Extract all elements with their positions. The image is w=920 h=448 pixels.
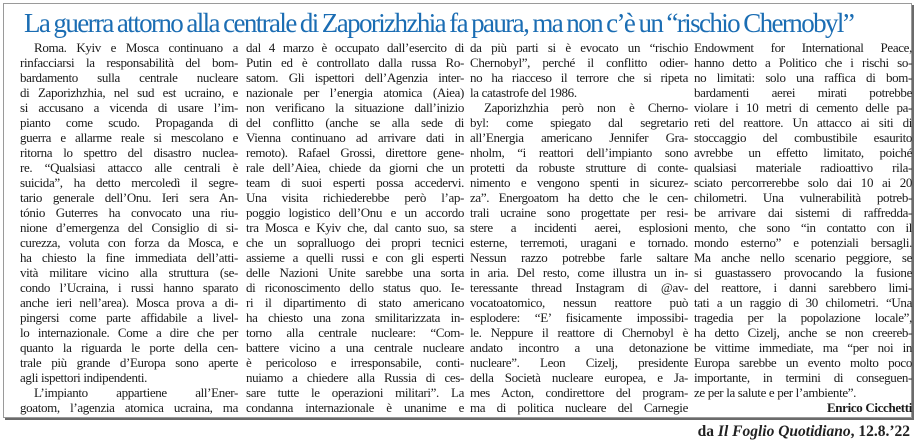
text-line: ma di politica nucleare del Carnegie — [470, 400, 688, 415]
text-line: avrebbe un effetto limitato, poiché — [694, 145, 912, 160]
publication-name: Il Foglio Quotidiano — [717, 423, 851, 440]
text-line: ha chiesto la fine immediata dell’atti- — [20, 250, 238, 265]
article-column-1 — [20, 40, 238, 415]
text-line: del reattore, i danni sarebbero limi- — [694, 280, 912, 295]
text-line: no limitati: solo una raffica di bom- — [694, 70, 912, 85]
text-line: mes Acton, condirettore del program- — [470, 385, 688, 400]
article-column-3 — [470, 40, 688, 415]
text-line: non verificano la situazione dall’inizio — [246, 100, 464, 115]
text-line: che un sopralluogo dei propri tecnici — [246, 235, 464, 250]
text-line: all’Energia americano Jennifer Gra- — [470, 130, 688, 145]
text-line: si accusano a vicenda di usare l’im- — [20, 100, 238, 115]
text-line: vità militare vicino alla struttura (se- — [20, 265, 238, 280]
headline: La guerra attorno alla centrale di Zaporizhzhia fa paura, ma non c’è un “rischio Chernobyl” — [24, 8, 854, 38]
text-line: trale più grande d’Europa sono aperte — [20, 355, 238, 370]
text-line: team di suoi esperti possa accedervi. — [246, 175, 464, 190]
text-line: nione d’emergenza del Consiglio di si- — [20, 220, 238, 235]
text-line: in aria. Del resto, come illustra un in- — [470, 265, 688, 280]
text-line: Vienna continuano ad arrivare dati in — [246, 130, 464, 145]
text-line: la catastrofe del 1986. — [470, 85, 577, 100]
text-line: lo internazionale. Come a dire che per — [20, 325, 238, 340]
text-line: tragedia per la popolazione locale”, — [694, 310, 912, 325]
text-line: del conflitto (anche se alla sede di — [246, 115, 464, 130]
text-line: è pericoloso e irresponsabile, conti- — [246, 355, 464, 370]
text-line: tario generale dell’Onu. Ieri sera An- — [20, 190, 238, 205]
text-line: torno alla centrale nucleare: “Com- — [246, 325, 464, 340]
text-line: ri il dipartimento di stato americano — [246, 295, 464, 310]
text-line: anche ieri nell’area). Mosca prova a di- — [20, 295, 238, 310]
text-line: trali ucraine sono progettate per resi- — [470, 205, 688, 220]
source-credit — [698, 423, 910, 441]
text-line: stoccaggio del combustibile esaurito — [694, 130, 912, 145]
text-line: Ma anche nello scenario peggiore, se — [694, 250, 912, 265]
text-line: ha detto Cizelj, anche se non creereb- — [694, 325, 912, 340]
text-line: condanna internazionale è unanime e — [246, 400, 464, 415]
text-line: si guastassero provocando la fusione — [694, 265, 912, 280]
text-line: reti del reattore. Un attacco ai siti di — [694, 115, 912, 130]
text-line: re. “Qualsiasi attacco alle centrali è — [20, 160, 238, 175]
text-line: sare tutte le operazioni militari”. La — [246, 385, 464, 400]
text-line: Europa sarebbe un evento molto poco — [694, 355, 912, 370]
source-date: , 12.8.’22 — [850, 423, 910, 440]
text-line: vocatoatomico, nessun reattore può — [470, 295, 688, 310]
text-line: importante, in termini di conseguen- — [694, 370, 912, 385]
text-line: nimento e vengono spenti in sicurez- — [470, 175, 688, 190]
text-line: Nessun razzo potrebbe farle saltare — [470, 250, 688, 265]
text-line: assieme a quelli russi e con gli esperti — [246, 250, 464, 265]
text-line: bardamento sulla centrale nucleare — [20, 70, 238, 85]
text-line: nholm, “i reattori dell’impianto sono — [470, 145, 688, 160]
text-line: tónio Guterres ha convocato una riu- — [20, 205, 238, 220]
text-line: remoto). Rafael Grossi, direttore gene- — [246, 145, 464, 160]
text-line: mento, che sono “in contatto con il — [694, 220, 912, 235]
text-line: rinfacciarsi la responsabilità del bom- — [20, 55, 238, 70]
text-line: nucleare”. Leon Cizelj, presidente — [470, 355, 688, 370]
text-line: quanto la riguarda le porte della cen- — [20, 340, 238, 355]
text-line: Una visita richiederebbe però l’ap- — [246, 190, 464, 205]
text-line: Chernobyl”, perché il conflitto odier- — [470, 55, 688, 70]
text-line: rale dell’Aiea, chiede da giorni che un — [246, 160, 464, 175]
text-line: bardamenti aerei mirati potrebbe — [694, 85, 912, 100]
text-line: guerra e allarme reale si mescolano e — [20, 130, 238, 145]
text-line: agli ispettori indipendenti. — [20, 370, 148, 385]
text-line: tati a un raggio di 30 chilometri. “Una — [694, 295, 912, 310]
text-line: nuiamo a chiedere alla Russia di ces- — [246, 370, 464, 385]
text-line: satom. Gli ispettori dell’Agenzia inter- — [246, 70, 464, 85]
text-line: mondo esterno” e potenziali bersagli. — [694, 235, 912, 250]
text-line: no ha riacceso il terrore che si ripeta — [470, 70, 688, 85]
text-line: protetti da robuste strutture di conte- — [470, 160, 688, 175]
article-clipping — [3, 3, 912, 418]
text-line: L’impianto appartiene all’Ener- — [34, 385, 238, 400]
text-line: Endowment for International Peace, — [694, 40, 912, 55]
text-line: teressante thread Instagram di @av- — [470, 280, 688, 295]
text-line: ha chiesto una zona smilitarizzata in- — [246, 310, 464, 325]
text-line: pianto come scudo. Propaganda di — [20, 115, 238, 130]
text-line: da più parti si è evocato un “rischio — [470, 40, 688, 55]
text-line: Putin ed è controllato dalla russa Ro- — [246, 55, 464, 70]
text-line: ze per la salute e per l’ambiente”. — [694, 385, 857, 400]
text-line: condo l’Ucraina, i russi hanno sparato — [20, 280, 238, 295]
text-line: le. Neppure il reattore di Chernobyl è — [470, 325, 688, 340]
text-line: poggio logistico dell’Onu e un accordo — [246, 205, 464, 220]
text-line: pingersi come parte affidabile a livel- — [20, 310, 238, 325]
text-line: andato incontro a una detonazione — [470, 340, 688, 355]
text-line: be arrivare dai sistemi di raffredda- — [694, 205, 912, 220]
text-line: violare i 10 metri di cemento delle pa- — [694, 100, 912, 115]
source-prefix: da — [697, 423, 718, 440]
text-line: curezza, voluta con forza da Mosca, e — [20, 235, 238, 250]
article-column-2 — [246, 40, 464, 415]
text-line: esplodere: “E’ fisicamente impossibi- — [470, 310, 688, 325]
text-line: ritorna lo spettro del disastro nuclea- — [20, 145, 238, 160]
text-line: be vittime immediate, ma “per noi in — [694, 340, 912, 355]
text-line: delle Nazioni Unite sarebbe una sorta — [246, 265, 464, 280]
text-line: tra Mosca e Kyiv che, dal canto suo, sa — [246, 220, 464, 235]
text-line: chilometri. Una vulnerabilità potreb- — [694, 190, 912, 205]
text-line: za”. Energoatom ha detto che le cen- — [470, 190, 688, 205]
text-line: suicida”, ha detto mercoledì il segre- — [20, 175, 238, 190]
text-line: di Zaporizhzhia, nel sud est ucraino, e — [20, 85, 238, 100]
text-line: hanno detto a Politico che i rischi so- — [694, 55, 912, 70]
text-line: Zaporizhzhia però non è Cherno- — [484, 100, 688, 115]
text-line: qualsiasi materiale radioattivo rila- — [694, 160, 912, 175]
text-line: sciato percorrerebbe solo dai 10 ai 20 — [694, 175, 912, 190]
text-line: di riconoscimento dello status quo. Ie- — [246, 280, 464, 295]
text-line: nazionale per l’energia atomica (Aiea) — [246, 85, 464, 100]
text-line: della Società nucleare europea, e Ja- — [470, 370, 688, 385]
text-line: goatom, l’agenzia atomica ucraina, ma — [20, 400, 238, 415]
text-line: dal 4 marzo è occupato dall’esercito di — [246, 40, 464, 55]
author-byline: Enrico Cicchetti — [826, 400, 912, 415]
text-line: Roma. Kyiv e Mosca continuano a — [34, 40, 238, 55]
article-column-4 — [694, 40, 912, 415]
text-line: battere vicino a una centrale nucleare — [246, 340, 464, 355]
text-line: stere a incidenti aerei, esplosioni — [470, 220, 688, 235]
text-line: esterne, terremoti, uragani e tornado. — [470, 235, 688, 250]
text-line: byl: come spiegato dal segretario — [470, 115, 688, 130]
